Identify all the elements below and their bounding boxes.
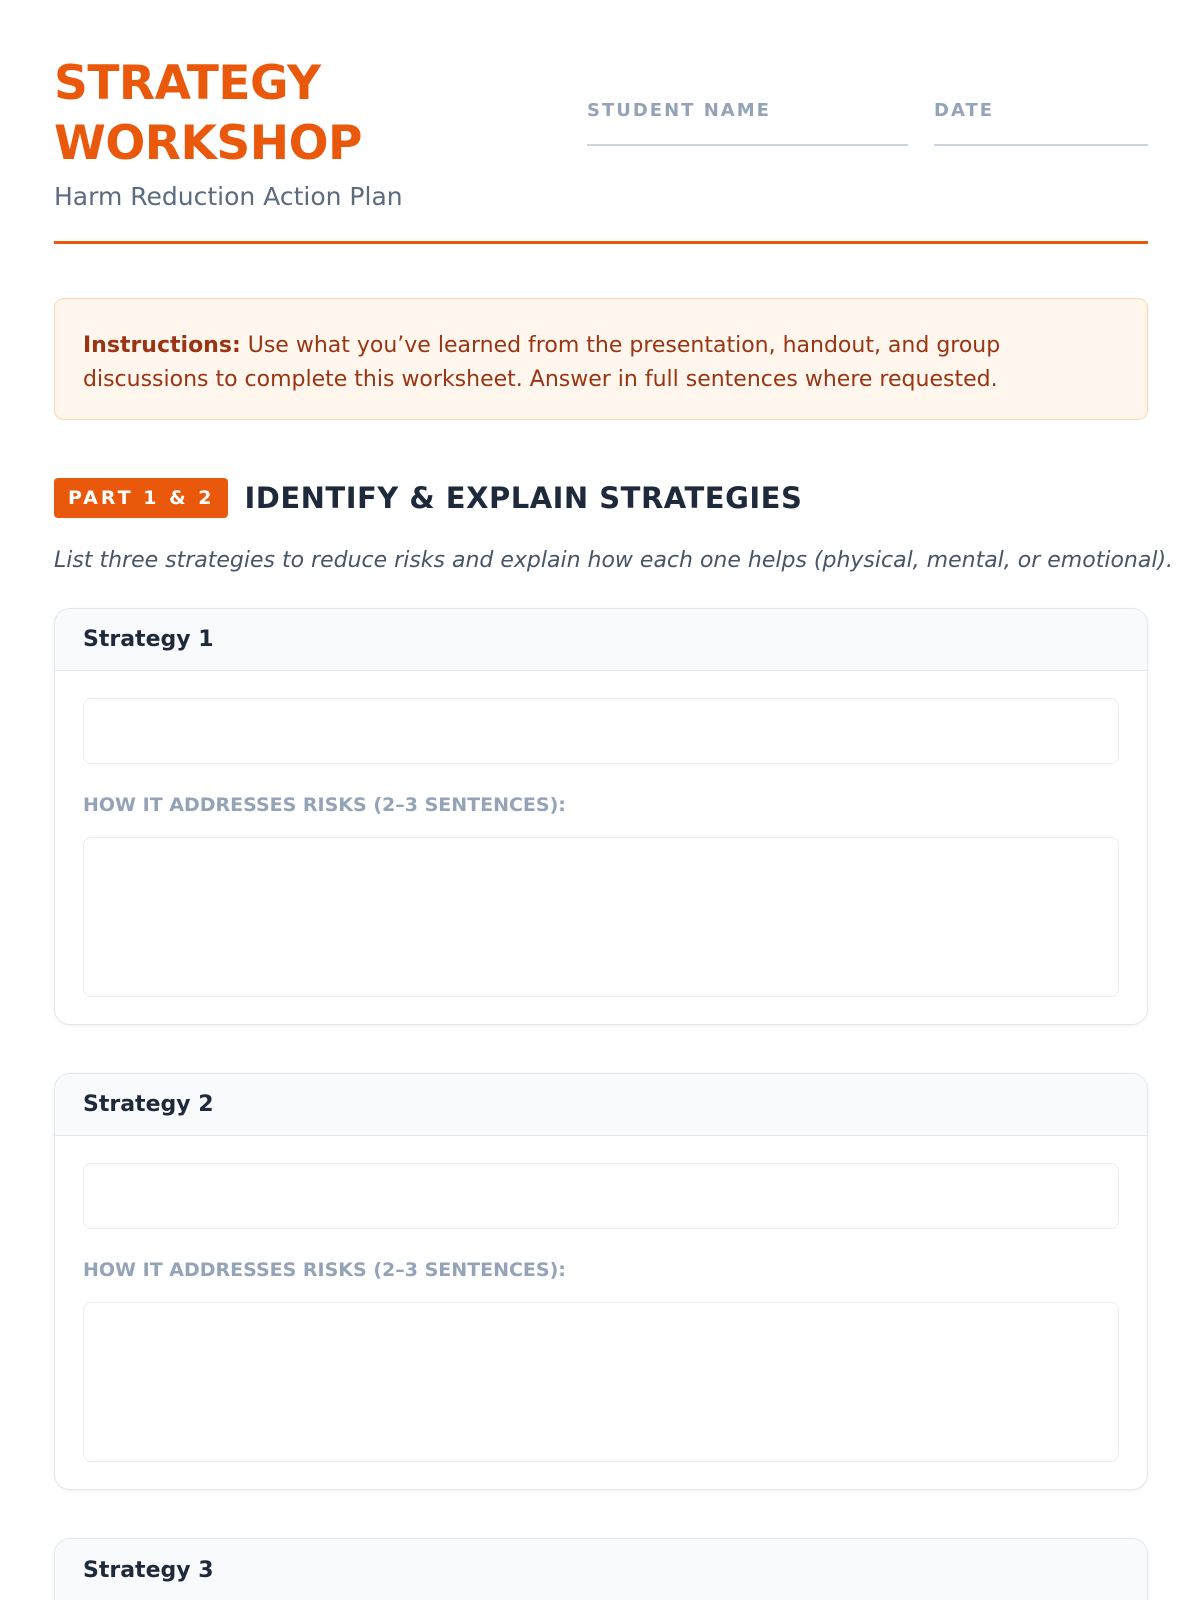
title-line-2: WORKSHOP: [54, 116, 362, 171]
strategy-card-body: [55, 671, 1147, 1024]
explain-label: HOW IT ADDRESSES RISKS (2–3 SENTENCES):: [83, 794, 566, 816]
strategy-input[interactable]: [83, 698, 1119, 764]
strategy-card: [54, 1073, 1148, 1490]
section-description: List three strategies to reduce risks and explain how each one helps (physical, mental, or emotional).: [54, 548, 1174, 573]
date-field[interactable]: [934, 100, 1148, 146]
strategy-card-body: [55, 1136, 1147, 1489]
strategy-card-header: [55, 1539, 1147, 1600]
instructions-lead: Instructions:: [83, 333, 241, 358]
instructions-box: [54, 298, 1148, 420]
strategy-card-header: [55, 609, 1147, 671]
date-label: DATE: [934, 100, 995, 121]
instructions-text: Use what you’ve learned from the presentation, handout, and group discussions to complete this worksheet. Answer in full sentences where requested.: [83, 333, 1001, 392]
title-line-1: STRATEGY: [54, 56, 321, 111]
explain-textarea[interactable]: [83, 837, 1119, 997]
page-subtitle: Harm Reduction Action Plan: [54, 182, 403, 211]
strategy-card-header: [55, 1074, 1147, 1136]
student-name-label: STUDENT NAME: [587, 100, 771, 121]
worksheet-header: [54, 54, 1148, 244]
explain-textarea[interactable]: [83, 1302, 1119, 1462]
strategy-card: [54, 608, 1148, 1025]
strategy-title: Strategy 1: [83, 627, 214, 652]
explain-label: HOW IT ADDRESSES RISKS (2–3 SENTENCES):: [83, 1259, 566, 1281]
strategy-title: Strategy 2: [83, 1092, 214, 1117]
student-name-field[interactable]: [587, 100, 908, 146]
strategy-title: Strategy 3: [83, 1557, 214, 1583]
strategy-input[interactable]: [83, 1163, 1119, 1229]
section-title: IDENTIFY & EXPLAIN STRATEGIES: [244, 481, 803, 515]
section-header: [54, 478, 802, 518]
strategy-card: [54, 1538, 1148, 1600]
part-badge: PART 1 & 2: [54, 478, 228, 518]
